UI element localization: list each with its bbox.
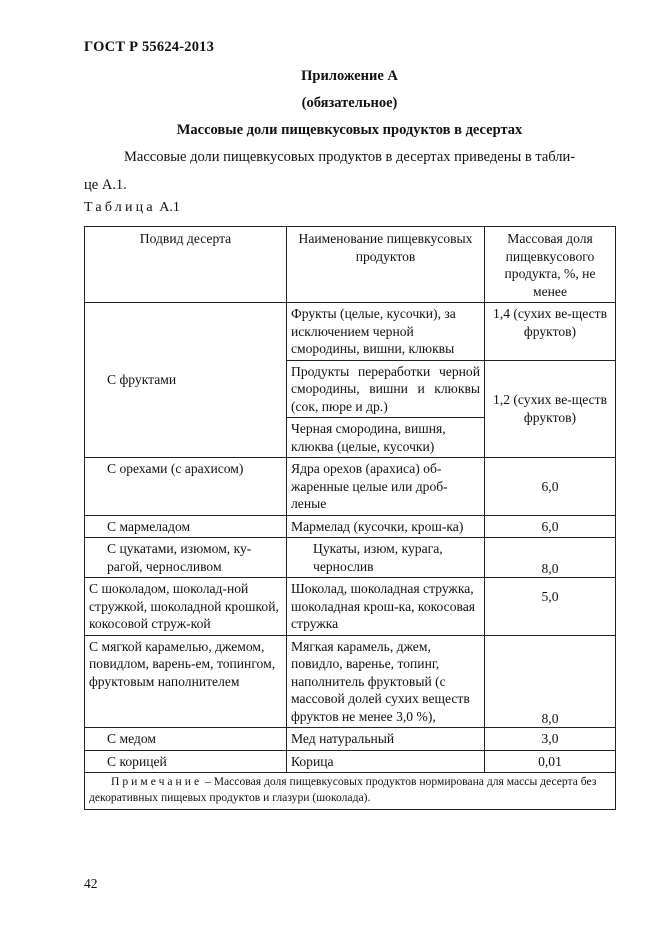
cell-value-cinnamon: 0,01: [485, 750, 616, 773]
cell-product-nuts: Ядра орехов (арахиса) об-жаренные целые или дроб-леные: [287, 458, 485, 516]
intro-line-1: Массовые доли пищевкусовых продуктов в десертах приведены в табли-: [124, 149, 576, 165]
cell-value-honey: 3,0: [485, 728, 616, 751]
header-product: Наименование пищевкусовых продуктов: [287, 227, 485, 303]
cell-value-candied: 8,0: [485, 538, 616, 578]
table-header-row: [85, 227, 616, 303]
cell-product-fruits-3: Черная смородина, вишня, клюква (целые, кусочки): [287, 418, 485, 458]
cell-subtype-honey: С медом: [85, 728, 287, 751]
cell-value-fruits-1: 1,4 (сухих ве-ществ фруктов): [485, 303, 616, 361]
cell-value-chocolate: 5,0: [485, 578, 616, 636]
intro-line-2: це А.1.: [84, 177, 127, 193]
table-row: [85, 578, 616, 636]
table-row: [85, 303, 616, 361]
cell-subtype-candied: С цукатами, изюмом, ку-рагой, черносливом: [85, 538, 287, 578]
table-row: [85, 458, 616, 516]
appendix-status: (обязательное): [301, 95, 398, 111]
cell-subtype-chocolate: С шоколадом, шоколад-ной стружкой, шоколадной крошкой, кокосовой струж-кой: [85, 578, 287, 636]
dessert-products-table: [84, 226, 616, 810]
cell-value-caramel: 8,0: [485, 635, 616, 728]
cell-product-honey: Мед натуральный: [287, 728, 485, 751]
cell-subtype-marmalade: С мармеладом: [85, 515, 287, 538]
cell-value-fruits-2: 1,2 (сухих ве-ществ фруктов): [485, 360, 616, 458]
cell-value-marmalade: 6,0: [485, 515, 616, 538]
table-note: [85, 773, 616, 810]
table-row: [85, 728, 616, 751]
table-caption-word: Таблица: [84, 200, 156, 215]
cell-product-candied: Цукаты, изюм, курага, чернослив: [287, 538, 485, 578]
table-row: [85, 538, 616, 578]
cell-value-nuts: 6,0: [485, 458, 616, 516]
cell-product-caramel: Мягкая карамель, джем, повидло, варенье, топинг, наполнитель фруктовый (с массовой долей сухих веществ фруктов не менее 3,0 %),: [287, 635, 485, 728]
cell-subtype-fruits: С фруктами: [85, 303, 287, 458]
appendix-heading: Массовые доли пищевкусовых продуктов в десертах: [176, 122, 523, 138]
cell-product-fruits-1: Фрукты (целые, кусочки), за исключением черной смородины, вишни, клюквы: [287, 303, 485, 361]
note-word: Примечание: [111, 775, 203, 788]
note-text: – Массовая доля пищевкусовых продуктов нормирована для массы десерта без декоративных пищевых продуктов и глазури (шоколада).: [89, 775, 597, 804]
page-number: 42: [84, 876, 98, 891]
header-share: Массовая доля пищевкусового продукта, %, не менее: [485, 227, 616, 303]
cell-product-chocolate: Шоколад, шоколадная стружка, шоколадная крош-ка, кокосовая стружка: [287, 578, 485, 636]
appendix-title: Приложение А: [301, 68, 398, 84]
cell-subtype-caramel: С мягкой карамелью, джемом, повидлом, варень-ем, топингом, фруктовым наполнителем: [85, 635, 287, 728]
cell-product-cinnamon: Корица: [287, 750, 485, 773]
table-row: [85, 635, 616, 728]
table-note-row: [85, 773, 616, 810]
cell-product-fruits-2: Продукты переработки черной смородины, вишни и клюквы (сок, пюре и др.): [287, 360, 485, 418]
table-caption: [84, 200, 180, 216]
standard-number: ГОСТ Р 55624-2013: [84, 39, 215, 55]
table-caption-number: А.1: [159, 200, 180, 215]
cell-product-marmalade: Мармелад (кусочки, крош-ка): [287, 515, 485, 538]
table-row: [85, 515, 616, 538]
cell-subtype-nuts: С орехами (с арахисом): [85, 458, 287, 516]
header-subtype: Подвид десерта: [85, 227, 287, 303]
table-row: [85, 750, 616, 773]
cell-subtype-cinnamon: С корицей: [85, 750, 287, 773]
